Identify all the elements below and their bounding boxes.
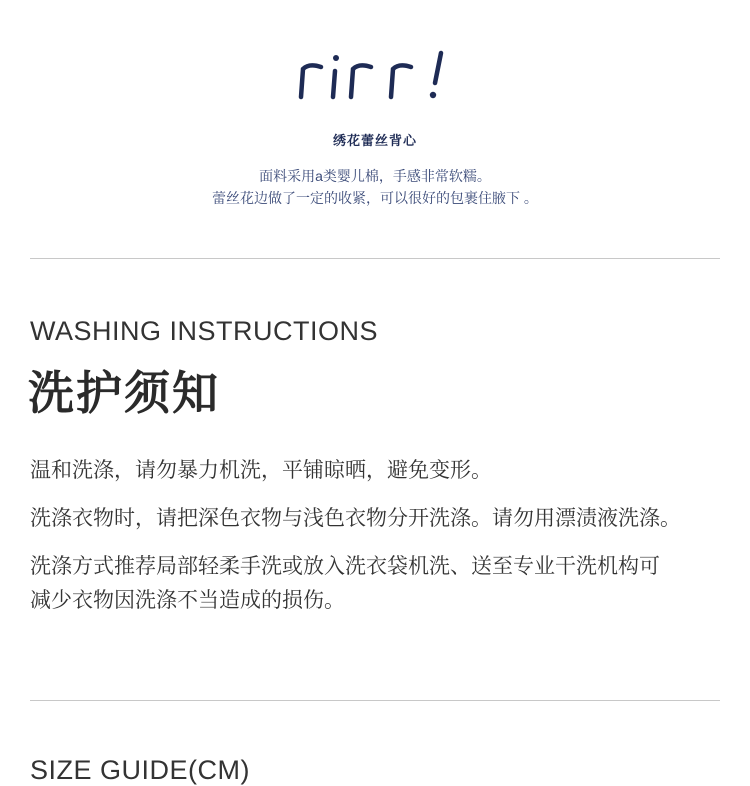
section-divider <box>30 700 720 701</box>
description-line: 面料采用a类婴儿棉，手感非常软糯。 <box>259 168 491 184</box>
washing-paragraph: 洗涤衣物时，请把深色衣物与浅色衣物分开洗涤。请勿用漂渍液洗涤。 <box>30 507 681 530</box>
brand-logo <box>0 40 750 110</box>
product-title: 绣花蕾丝背心 <box>332 133 417 148</box>
washing-paragraph: 减少衣物因洗涤不当造成的损伤。 <box>30 589 345 612</box>
washing-heading-en: WASHING INSTRUCTIONS <box>30 316 379 346</box>
washing-heading-cn: 洗护须知 <box>28 367 220 419</box>
brand-logo-mark <box>295 45 455 105</box>
description-line: 蕾丝花边做了一定的收紧，可以很好的包裹住腋下 。 <box>212 190 538 206</box>
size-guide-heading: SIZE GUIDE(CM) <box>30 755 250 785</box>
section-divider <box>30 258 720 259</box>
washing-paragraph: 温和洗涤，请勿暴力机洗，平铺晾晒，避免变形。 <box>30 459 492 482</box>
washing-paragraph: 洗涤方式推荐局部轻柔手洗或放入洗衣袋机洗、送至专业干洗机构可 <box>30 555 660 578</box>
product-description <box>0 165 750 209</box>
